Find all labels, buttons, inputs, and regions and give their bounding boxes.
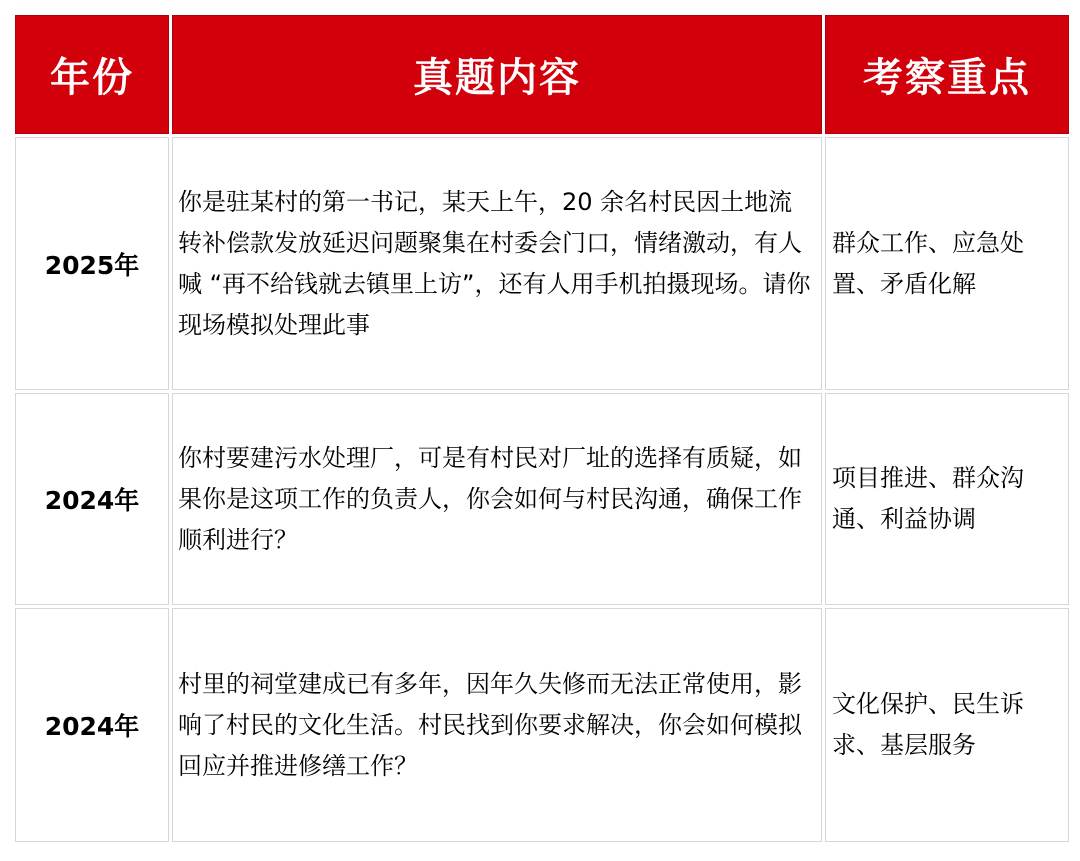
table-row xyxy=(15,393,1069,605)
year-cell: 2025年 xyxy=(15,137,169,390)
focus-cell: 项目推进、群众沟通、利益协调 xyxy=(825,393,1069,605)
focus-cell: 群众工作、应急处置、矛盾化解 xyxy=(825,137,1069,390)
header-focus: 考察重点 xyxy=(825,15,1069,134)
header-year: 年份 xyxy=(15,15,169,134)
question-cell: 村里的祠堂建成已有多年，因年久失修而无法正常使用，影响了村民的文化生活。村民找到你要求解决，你会如何模拟回应并推进修缮工作？ xyxy=(172,608,822,842)
table-header-row xyxy=(15,15,1069,134)
focus-cell: 文化保护、民生诉求、基层服务 xyxy=(825,608,1069,842)
year-cell: 2024年 xyxy=(15,608,169,842)
year-cell: 2024年 xyxy=(15,393,169,605)
exam-table-container xyxy=(12,12,1072,845)
exam-questions-table xyxy=(12,12,1072,845)
table-row xyxy=(15,137,1069,390)
question-cell: 你是驻某村的第一书记，某天上午，20 余名村民因土地流转补偿款发放延迟问题聚集在村委会门口，情绪激动，有人喊 “再不给钱就去镇里上访”，还有人用手机拍摄现场。请你现场模拟处理此事 xyxy=(172,137,822,390)
header-question: 真题内容 xyxy=(172,15,822,134)
question-cell: 你村要建污水处理厂，可是有村民对厂址的选择有质疑，如果你是这项工作的负责人，你会如何与村民沟通，确保工作顺利进行？ xyxy=(172,393,822,605)
table-row xyxy=(15,608,1069,842)
